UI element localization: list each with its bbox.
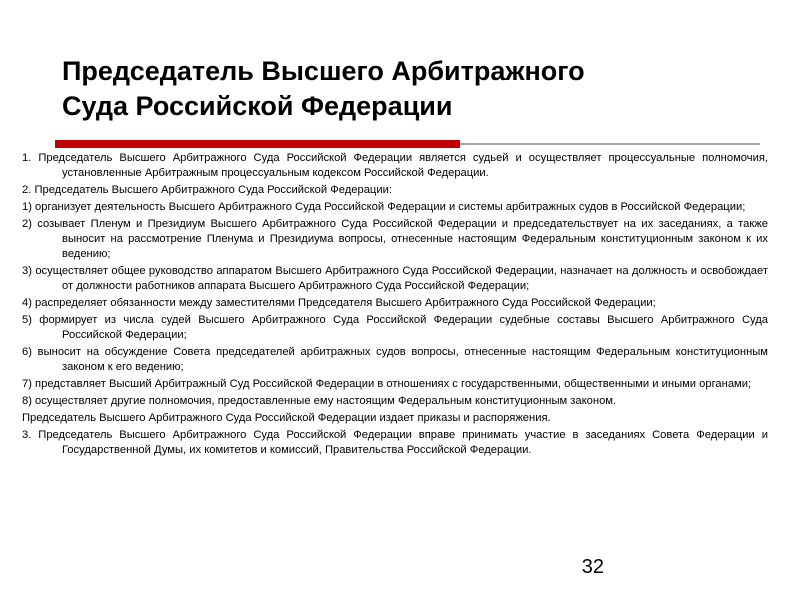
slide-body: [22, 151, 768, 460]
accent-color-value: [0, 0, 1, 1]
title-divider: [55, 140, 760, 148]
rule-color-value: [0, 0, 1, 1]
title-divider-line: [460, 143, 760, 145]
paragraph-2: 2. Председатель Высшего Арбитражного Суда Российской Федерации:: [22, 184, 392, 196]
paragraph-6: 4) распределяет обязанности между заместителями Председателя Высшего Арбитражного Суда Российской Федерации;: [22, 297, 656, 309]
paragraph-7: 5) формирует из числа судей Высшего Арбитражного Суда Российской Федерации судебные составы Высшего Арбитражного Суда Российской Федерации;: [22, 314, 768, 341]
paragraph-10: 8) осуществляет другие полномочия, предоставленные ему настоящим Федеральным конституционным законом.: [22, 395, 617, 407]
paragraph-4: 2) созывает Пленум и Президиум Высшего Арбитражного Суда Российской Федерации и председательствует на их заседаниях, а также выносит на рассмотрение Пленума и Президиума вопросы, отнесенные настоящим Федеральным конституционным законом к их ведению;: [22, 218, 768, 260]
slide-title-line-1: Председатель Высшего Арбитражного: [62, 56, 585, 86]
page-number: 32: [581, 556, 604, 578]
paragraph-1: 1. Председатель Высшего Арбитражного Суда Российской Федерации является судьей и осуществляет процессуальные полномочия, установленные Арбитражным процессуальным кодексом Российской Федерации.: [22, 152, 768, 179]
slide-title-line-2: Суда Российской Федерации: [62, 91, 453, 121]
title-divider-accent: [55, 140, 460, 148]
slide-title: [62, 54, 762, 124]
paragraph-11: Председатель Высшего Арбитражного Суда Российской Федерации издает приказы и распоряжения.: [22, 412, 551, 424]
paragraph-8: 6) выносит на обсуждение Совета председателей арбитражных судов вопросы, отнесенные настоящим Федеральным конституционным законом к его ведению;: [22, 346, 768, 373]
paragraph-3: 1) организует деятельность Высшего Арбитражного Суда Российской Федерации и системы арбитражных судов в Российской Федерации;: [22, 201, 746, 213]
paragraph-9: 7) представляет Высший Арбитражный Суд Российской Федерации в отношениях с государственными, общественными и иными органами;: [22, 378, 752, 390]
paragraph-12: 3. Председатель Высшего Арбитражного Суда Российской Федерации вправе принимать участие в заседаниях Совета Федерации и Государственной Думы, их комитетов и комиссий, Правительства Российской Федерации.: [22, 429, 768, 456]
paragraph-5: 3) осуществляет общее руководство аппаратом Высшего Арбитражного Суда Российской Федерации, назначает на должность и освобождает от должности работников аппарата Высшего Арбитражного Суда Российской Федерации;: [22, 265, 768, 292]
